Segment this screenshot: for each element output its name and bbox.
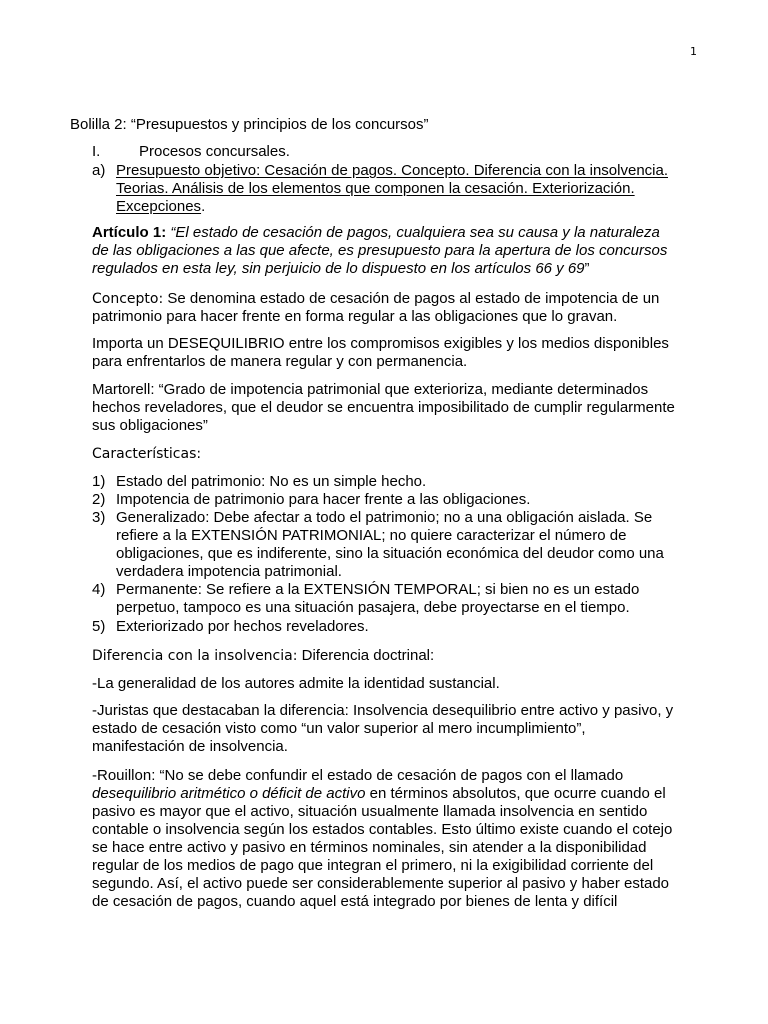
- list-item-number: 3): [92, 509, 106, 526]
- juristas-text: -Juristas que destacaban la diferencia: Insolvencia desequilibrio entre activo y pasivo, y: [92, 702, 674, 719]
- concepto-text: Se denomina estado de cesación de pagos al estado de impotencia de un: [167, 290, 660, 307]
- concepto-text: patrimonio para hacer frente en forma regular a las obligaciones que lo gravan.: [92, 308, 618, 325]
- list-item-text: Exteriorizado por hechos reveladores.: [116, 618, 369, 635]
- concepto-line: [92, 290, 659, 308]
- articulo-line: [92, 224, 660, 242]
- list-item-text: Estado del patrimonio: No es un simple hecho.: [116, 473, 427, 490]
- rouillon-text: se hace entre activo y pasivo en términos nominales, sin atender a la disponibilidad: [92, 839, 647, 856]
- articulo-label: Artículo 1: [92, 224, 162, 241]
- section-numeral: I.: [92, 143, 101, 160]
- rouillon-italic: desequilibrio aritmético o déficit de activo: [92, 785, 366, 802]
- juristas-text: manifestación de insolvencia.: [92, 738, 288, 755]
- diferencia-label: Diferencia con la insolvencia:: [92, 648, 298, 664]
- articulo-text: regulados en esta ley, sin perjuicio de lo dispuesto en los artículos 66 y 69: [92, 260, 585, 277]
- list-item-text: refiere a la EXTENSIÓN PATRIMONIAL; no quiere caracterizar el número de: [116, 527, 627, 544]
- item-a-marker: a): [92, 162, 106, 179]
- list-item-number: 5): [92, 618, 106, 635]
- diferencia-line: [92, 647, 434, 665]
- list-item-number: 2): [92, 491, 106, 508]
- list-item-number: 4): [92, 581, 106, 598]
- list-item-text: Impotencia de patrimonio para hacer frente a las obligaciones.: [116, 491, 531, 508]
- importa-text: para enfrentarlos de manera regular y con permanencia.: [92, 353, 468, 370]
- item-a-last-text: Excepciones: [116, 198, 202, 215]
- heading: Bolilla 2: “Presupuestos y principios de los concursos”: [70, 116, 429, 133]
- articulo-text-last: [92, 260, 590, 278]
- importa-text: Importa un DESEQUILIBRIO entre los compromisos exigibles y los medios disponibles: [92, 335, 669, 352]
- articulo-close-quote: ”: [584, 260, 590, 277]
- page-number: 1: [690, 45, 697, 58]
- martorell-text: Martorell: “Grado de impotencia patrimonial que exterioriza, mediante determinados: [92, 381, 649, 398]
- rouillon-text: en términos absolutos, que ocurre cuando el: [365, 785, 666, 802]
- concepto-label: Concepto:: [92, 291, 164, 307]
- articulo-text: de las obligaciones a las que afecte, es presupuesto para la apertura de los concursos: [92, 242, 668, 259]
- articulo-colon: :: [161, 224, 167, 241]
- rouillon-text: contable o insolvencia según los estados contables. Esto último existe cuando el cotejo: [92, 821, 673, 838]
- caracteristicas-title: Características:: [92, 446, 202, 462]
- rouillon-text: de cesación de pagos, cuando aquel está integrado por bienes de lenta y difícil: [92, 893, 618, 910]
- rouillon-line2: [92, 785, 666, 803]
- list-item-text: Generalizado: Debe afectar a todo el patrimonio; no a una obligación aislada. Se: [116, 509, 653, 526]
- item-a-line: Teorias. Análisis de los elementos que componen la cesación. Exteriorización.: [116, 180, 635, 197]
- juristas-text: estado de cesación visto como “un valor superior al mero incumplimiento”,: [92, 720, 586, 737]
- section-title: Procesos concursales.: [139, 143, 290, 160]
- list-item-text: perpetuo, tampoco es una situación pasajera, debe proyectarse en el tiempo.: [116, 599, 630, 616]
- list-item-text: Permanente: Se refiere a la EXTENSIÓN TEMPORAL; si bien no es un estado: [116, 581, 640, 598]
- articulo-text: “El estado de cesación de pagos, cualquiera sea su causa y la naturaleza: [170, 224, 660, 241]
- martorell-text: sus obligaciones”: [92, 417, 208, 434]
- item-a-period: .: [201, 198, 206, 215]
- generalidad-text: -La generalidad de los autores admite la identidad sustancial.: [92, 675, 500, 692]
- rouillon-text: -Rouillon: “No se debe confundir el estado de cesación de pagos con el llamado: [92, 767, 624, 784]
- diferencia-text: Diferencia doctrinal:: [301, 647, 435, 664]
- item-a-line-last: [116, 198, 205, 216]
- list-item-number: 1): [92, 473, 106, 490]
- rouillon-text: regular de los medios de pago que integran el primero, ni la exigibilidad corriente del: [92, 857, 654, 874]
- list-item-text: obligaciones, que es indiferente, sino la situación económica del deudor como una: [116, 545, 664, 562]
- list-item-text: verdadera impotencia patrimonial.: [116, 563, 342, 580]
- item-a-line: Presupuesto objetivo: Cesación de pagos. Concepto. Diferencia con la insolvencia.: [116, 162, 668, 179]
- rouillon-text: segundo. Así, el activo puede ser considerablemente superior al pasivo y haber estado: [92, 875, 670, 892]
- rouillon-text: pasivo es mayor que el activo, situación usualmente llamada insolvencia en sentido: [92, 803, 648, 820]
- martorell-text: hechos reveladores, que el deudor se encuentra imposibilitado de cumplir regularmente: [92, 399, 675, 416]
